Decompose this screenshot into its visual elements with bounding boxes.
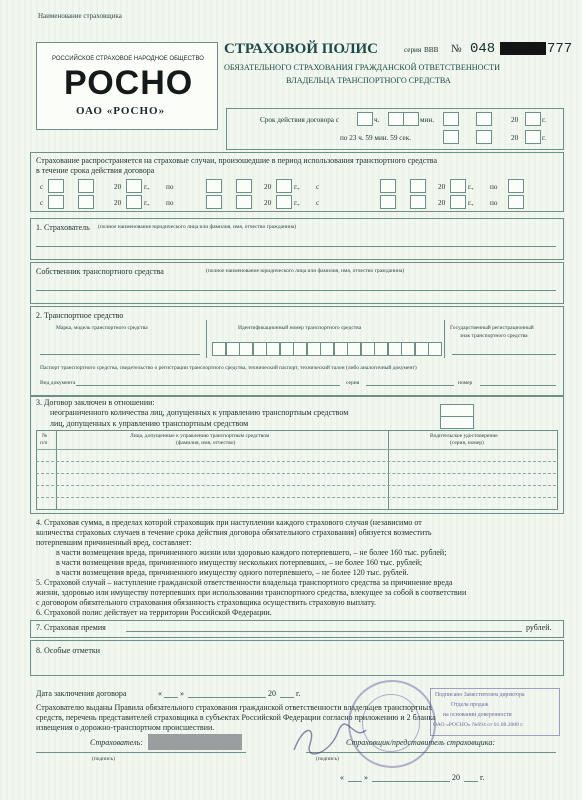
vin-cell[interactable] xyxy=(334,342,348,356)
contract-date-label: Дата заключения договора xyxy=(36,689,127,698)
year-prefix: 20 xyxy=(452,773,460,782)
insured-signature-line[interactable] xyxy=(36,752,246,753)
table-row[interactable] xyxy=(36,497,556,498)
year-prefix: 20 xyxy=(114,199,122,207)
term-end-month[interactable] xyxy=(476,130,492,144)
term-end-label: по 23 ч. 59 мин. 59 сек. xyxy=(340,134,411,142)
coverage-day[interactable] xyxy=(206,179,222,193)
to-label: по xyxy=(490,199,498,207)
insured-label: 1. Страхователь xyxy=(36,223,90,232)
term-label: Срок действия договора с xyxy=(260,116,339,124)
vehicle-vin-label: Идентификационный номер транспортного средства xyxy=(238,325,362,331)
insurer-signature-label: Страховщик/представитель страховщика: xyxy=(346,738,496,747)
from-label: с xyxy=(40,183,44,191)
year-unit: г., xyxy=(468,183,474,191)
coverage-month[interactable] xyxy=(410,195,426,209)
vin-cell[interactable] xyxy=(415,342,429,356)
divider xyxy=(206,320,207,358)
to-label: по xyxy=(166,199,174,207)
vin-cell[interactable] xyxy=(307,342,321,356)
sign-year-input[interactable] xyxy=(464,781,478,782)
premium-unit: рублей. xyxy=(526,623,552,632)
redacted-insured-name xyxy=(148,734,242,750)
year-unit: г. xyxy=(542,116,546,124)
policy-subtitle-1: ОБЯЗАТЕЛЬНОГО СТРАХОВАНИЯ ГРАЖДАНСКОЙ ОТВЕТСТВЕННОСТИ xyxy=(224,63,501,72)
owner-label: Собственник транспортного средства xyxy=(36,267,164,276)
term-end-year[interactable] xyxy=(525,130,541,144)
redacted-number xyxy=(500,42,546,55)
drivers-col-num: № xyxy=(42,433,48,439)
vehicle-label: 2. Транспортное средство xyxy=(36,311,124,320)
to-label: по xyxy=(490,183,498,191)
to-label: по xyxy=(166,183,174,191)
table-row[interactable] xyxy=(36,485,556,486)
doc-number-input[interactable] xyxy=(480,385,556,386)
rules-line-2: средств, перечень представителей страховщика в субъектах Российской Федерации согласно приложению и 2 бланка xyxy=(36,713,436,722)
vin-cell[interactable] xyxy=(239,342,253,356)
premium-label: 7. Страховая премия xyxy=(36,623,106,632)
sign-month-input[interactable] xyxy=(372,781,450,782)
coverage-month[interactable] xyxy=(236,195,252,209)
vin-cell[interactable] xyxy=(266,342,280,356)
premium-input[interactable] xyxy=(126,631,522,632)
s4-line-1: 4. Страховая сумма, в пределах которой страховщик при наступлении каждого страхового случая (независимо от xyxy=(36,518,422,527)
contract-month-input[interactable] xyxy=(188,697,266,698)
series-label: серия xyxy=(404,46,422,54)
coverage-text-1: Страхование распространяется на страховые случаи, произошедшие в период использования транспортного средства xyxy=(36,156,437,165)
coverage-to-day[interactable] xyxy=(508,195,524,209)
from-label: с xyxy=(316,199,320,207)
insured-signature-label: Страхователь: xyxy=(90,738,143,747)
s5-line-3: с договором обязательного страхования обязанность страховщика осуществить страховую выплату. xyxy=(36,598,376,607)
vin-cell[interactable] xyxy=(388,342,402,356)
doc-number-label: номер xyxy=(458,380,473,386)
coverage-from-month[interactable] xyxy=(78,195,94,209)
from-label: с xyxy=(316,183,320,191)
coverage-to-day[interactable] xyxy=(508,179,524,193)
coverage-text-2: в течение срока действия договора xyxy=(36,166,155,175)
insurer-company-name: ОАО «РОСНО» xyxy=(76,105,166,117)
year-prefix: 20 xyxy=(264,199,272,207)
coverage-month[interactable] xyxy=(410,179,426,193)
year-unit: г., xyxy=(144,199,150,207)
year-unit: г., xyxy=(144,183,150,191)
special-notes-section xyxy=(30,640,564,676)
coverage-from-day[interactable] xyxy=(48,195,64,209)
vehicle-plate-label-2: знак транспортного средства xyxy=(460,333,528,339)
quote-close: » xyxy=(180,689,184,698)
year-prefix: 20 xyxy=(264,183,272,191)
term-start-minute-2[interactable] xyxy=(403,112,419,126)
quote-open: « xyxy=(340,773,344,782)
vehicle-plate-input[interactable] xyxy=(452,354,556,355)
year-prefix: 20 xyxy=(511,134,519,142)
s6-text: 6. Страховой полис действует на территории Российской Федерации. xyxy=(36,608,272,617)
series-value: ВВВ xyxy=(424,46,439,54)
coverage-day[interactable] xyxy=(380,195,396,209)
drivers-col-name-sub: (фамилия, имя, отчество) xyxy=(176,440,236,446)
s4-line-3: потерпевшим причиненный вред, составляет: xyxy=(36,538,192,547)
vin-cell[interactable] xyxy=(374,342,388,356)
s5-line-1: 5. Страховой случай – наступление гражданской ответственности владельца транспортного средства за причинение вреда xyxy=(36,578,453,587)
term-start-day[interactable] xyxy=(443,112,459,126)
vin-cell[interactable] xyxy=(212,342,226,356)
from-label: с xyxy=(40,199,44,207)
vin-cell[interactable] xyxy=(361,342,375,356)
contract-year-input[interactable] xyxy=(280,697,294,698)
drivers-option-listed: лиц, допущенных к управлению транспортным средством xyxy=(50,419,249,428)
doc-series-input[interactable] xyxy=(366,385,454,386)
doc-type-label: Вид документа xyxy=(40,380,76,386)
vehicle-make-label: Марка, модель транспортного средства xyxy=(56,325,148,331)
drivers-col-license-sub: (серия, номер) xyxy=(450,440,484,446)
insured-hint: (полное наименование юридического лица или фамилия, имя, отчество гражданина) xyxy=(98,224,297,230)
vin-cell[interactable] xyxy=(347,342,361,356)
coverage-year[interactable] xyxy=(276,195,292,209)
vin-cell[interactable] xyxy=(428,342,442,356)
handwritten-signature xyxy=(290,720,370,760)
rules-line-3: извещения о дорожно-транспортном происшествии. xyxy=(36,723,215,732)
coverage-from-day[interactable] xyxy=(48,179,64,193)
doc-type-input[interactable] xyxy=(76,385,340,386)
year-unit: г., xyxy=(468,199,474,207)
policy-title: СТРАХОВОЙ ПОЛИС xyxy=(224,41,379,57)
year-prefix: 20 xyxy=(268,689,276,698)
vin-cell[interactable] xyxy=(293,342,307,356)
coverage-year[interactable] xyxy=(450,179,466,193)
s4-line-4: в части возмещения вреда, причиненного жизни или здоровью каждого потерпевшего, – не более 160 тыс. рублей; xyxy=(56,548,447,557)
table-header-divider xyxy=(36,449,556,450)
drivers-label: 3. Договор заключен в отношении: xyxy=(36,398,155,407)
coverage-from-month[interactable] xyxy=(78,179,94,193)
policy-subtitle-2: ВЛАДЕЛЬЦА ТРАНСПОРТНОГО СРЕДСТВА xyxy=(286,76,451,85)
year-prefix: 20 xyxy=(511,116,519,124)
vin-cell[interactable] xyxy=(320,342,334,356)
s4-line-6: в части возмещения вреда, причиненного имуществу одного потерпевшего, – не более 120 тыс. рублей. xyxy=(56,568,409,577)
drivers-col-num-sub: п/п xyxy=(40,440,48,446)
vehicle-plate-label-1: Государственный регистрационный xyxy=(450,325,534,331)
doc-series-label: серия xyxy=(346,380,360,386)
insurer-org-name: РОССИЙСКОЕ СТРАХОВОЕ НАРОДНОЕ ОБЩЕСТВО xyxy=(52,56,204,62)
insured-sig-hint: (подпись) xyxy=(92,756,115,762)
year-unit: г. xyxy=(480,773,485,782)
premium-section xyxy=(30,620,564,638)
rules-line-1: Страхователю выданы Правила обязательного страхования гражданской ответственности владельцев транспортных xyxy=(36,703,433,712)
insurer-logo: РОСНО xyxy=(64,64,194,102)
year-unit: г. xyxy=(296,689,301,698)
contract-day-input[interactable] xyxy=(164,697,178,698)
year-prefix: 20 xyxy=(438,183,446,191)
insurer-sig-hint: (подпись) xyxy=(316,756,339,762)
owner-hint: (полное наименование юридического лица или фамилия, имя, отчество гражданина) xyxy=(206,268,405,274)
table-row[interactable] xyxy=(36,473,556,474)
owner-input-line[interactable] xyxy=(36,290,556,291)
term-start-year[interactable] xyxy=(525,112,541,126)
coverage-day[interactable] xyxy=(380,179,396,193)
drivers-option-unlimited: неограниченного количества лиц, допущенных к управлению транспортным средством xyxy=(50,408,349,417)
coverage-day[interactable] xyxy=(206,195,222,209)
s5-line-2: жизни, здоровью или имуществу потерпевших при использовании транспортного средства, влекущее за собой в соответствии xyxy=(36,588,467,597)
sign-day-input[interactable] xyxy=(348,781,362,782)
vehicle-make-input[interactable] xyxy=(40,354,200,355)
coverage-year[interactable] xyxy=(450,195,466,209)
term-start-minute-1[interactable] xyxy=(388,112,404,126)
coverage-month[interactable] xyxy=(236,179,252,193)
insurer-name-label: Наименование страховщика xyxy=(38,12,122,20)
insured-input-line[interactable] xyxy=(36,246,556,247)
divider xyxy=(444,320,445,358)
s4-line-5: в части возмещения вреда, причиненного имуществу нескольких потерпевших, – не более 160 тыс. рублей; xyxy=(56,558,423,567)
year-unit: г. xyxy=(542,134,546,142)
minute-unit: мин. xyxy=(420,116,435,124)
quote-open: « xyxy=(158,689,162,698)
coverage-from-year[interactable] xyxy=(126,195,142,209)
year-prefix: 20 xyxy=(114,183,122,191)
number-sign: № xyxy=(451,43,462,55)
vin-cell[interactable] xyxy=(226,342,240,356)
vin-cell[interactable] xyxy=(280,342,294,356)
policy-number-start: 048 xyxy=(470,41,496,57)
special-notes-label: 8. Особые отметки xyxy=(36,646,100,655)
policy-number-end: 777 xyxy=(547,41,573,57)
year-unit: г., xyxy=(294,183,300,191)
drivers-col-license: Водительское удостоверение xyxy=(430,433,498,439)
term-end-day[interactable] xyxy=(443,130,459,144)
term-start-hour[interactable] xyxy=(357,112,373,126)
vehicle-doc-label: Паспорт транспортного средства, свидетельство о регистрации транспортного средства, технический паспорт, технический талон (либо аналогичный документ) xyxy=(40,365,417,371)
s4-line-2: количества страховых случаев в течение срока действия договора обязательного страхования) обязуется возместить xyxy=(36,528,432,537)
drivers-col-name: Лица, допущенные к управлению транспортным средством xyxy=(130,433,270,439)
hour-unit: ч. xyxy=(374,116,380,124)
term-start-month[interactable] xyxy=(476,112,492,126)
listed-checkbox[interactable] xyxy=(440,416,474,429)
year-prefix: 20 xyxy=(438,199,446,207)
table-row[interactable] xyxy=(36,461,556,462)
quote-close: » xyxy=(364,773,368,782)
coverage-from-year[interactable] xyxy=(126,179,142,193)
year-unit: г., xyxy=(294,199,300,207)
vin-cell[interactable] xyxy=(253,342,267,356)
authorization-stamp: Подписано Заместителем директора Отдела продаж на основании доверенности ОАО «РОСНО» №694 от 01.08.2008 г. xyxy=(430,688,560,736)
coverage-year[interactable] xyxy=(276,179,292,193)
vin-cell[interactable] xyxy=(401,342,415,356)
